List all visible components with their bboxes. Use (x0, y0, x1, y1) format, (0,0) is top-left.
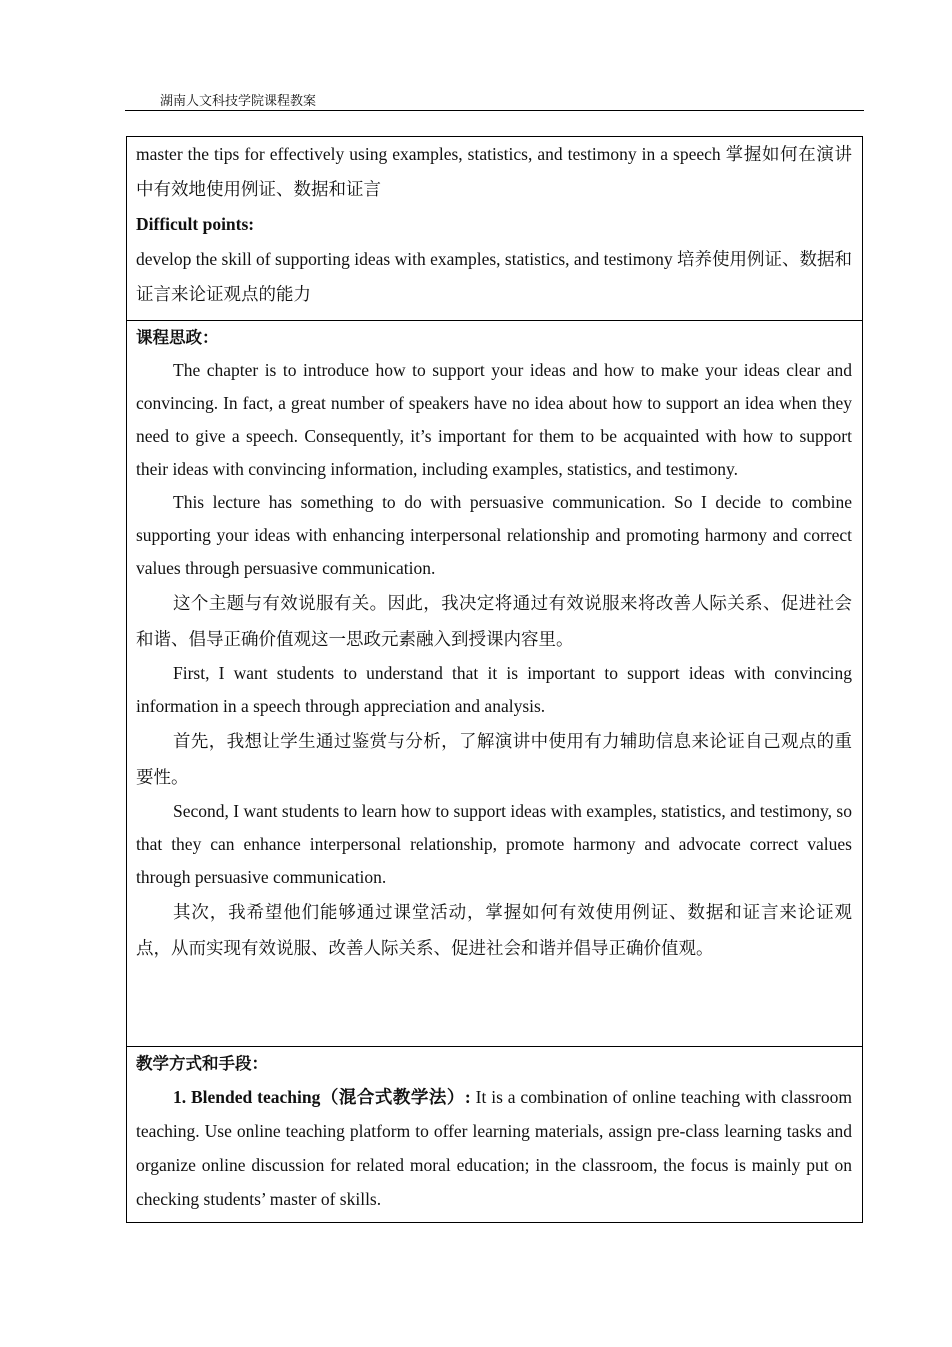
methods-item-1-title: 1. Blended teaching（混合式教学法）: (173, 1087, 471, 1107)
lesson-plan-table (126, 136, 863, 1223)
methods-item-1 (136, 1080, 852, 1216)
ideology-paragraph: First, I want students to understand that it is important to support ideas with convincing information in a speech through appreciation and analysis. (136, 663, 852, 716)
key-point-text: master the tips for effectively using examples, statistics, and testimony in a speech 掌握如何在演讲中有效地使用例证、数据和证言 (136, 144, 852, 199)
objectives-cell (127, 137, 862, 320)
header-rule (125, 110, 864, 111)
ideology-cell (127, 320, 862, 1046)
methods-cell (127, 1046, 862, 1222)
ideology-paragraph: 首先，我想让学生通过鉴赏与分析，了解演讲中使用有力辅助信息来论证自己观点的重要性。 (136, 731, 852, 787)
difficult-points-label: Difficult points: (136, 214, 255, 234)
ideology-paragraph: The chapter is to introduce how to support your ideas and how to make your ideas clear and convincing. In fact, a great number of speakers have no idea about how to support an idea when they need to give a speech. Consequently, it’s important for them to be acquainted with how to support their ideas with convincing information, including examples, statistics, and testimony. (136, 360, 852, 479)
ideology-label: 课程思政： (136, 328, 219, 347)
page-header-title: 湖南人文科技学院课程教案 (160, 93, 317, 108)
difficult-points-text: develop the skill of supporting ideas with examples, statistics, and testimony 培养使用例证、数据和证言来论证观点的能力 (136, 249, 852, 304)
methods-label: 教学方式和手段： (136, 1054, 268, 1073)
ideology-paragraph: Second, I want students to learn how to support ideas with examples, statistics, and testimony, so that they can enhance interpersonal relationship, promote harmony and advocate correct values through persuasive communication. (136, 801, 852, 887)
ideology-paragraph: 这个主题与有效说服有关。因此，我决定将通过有效说服来将改善人际关系、促进社会和谐、倡导正确价值观这一思政元素融入到授课内容里。 (136, 593, 852, 649)
ideology-paragraph: 其次，我希望他们能够通过课堂活动，掌握如何有效使用例证、数据和证言来论证观点，从而实现有效说服、改善人际关系、促进社会和谐并倡导正确价值观。 (136, 902, 852, 958)
methods-item-1-text: It is a combination of online teaching with classroom teaching. Use online teaching platform to offer learning materials, assign pre-class learning tasks and organize online discussion for related moral education; in the classroom, the focus is mainly put on checking students’ master of skills. (136, 1087, 852, 1209)
ideology-paragraph: This lecture has something to do with persuasive communication. So I decide to combine supporting your ideas with enhancing interpersonal relationship and promoting harmony and correct values through persuasive communication. (136, 492, 852, 578)
